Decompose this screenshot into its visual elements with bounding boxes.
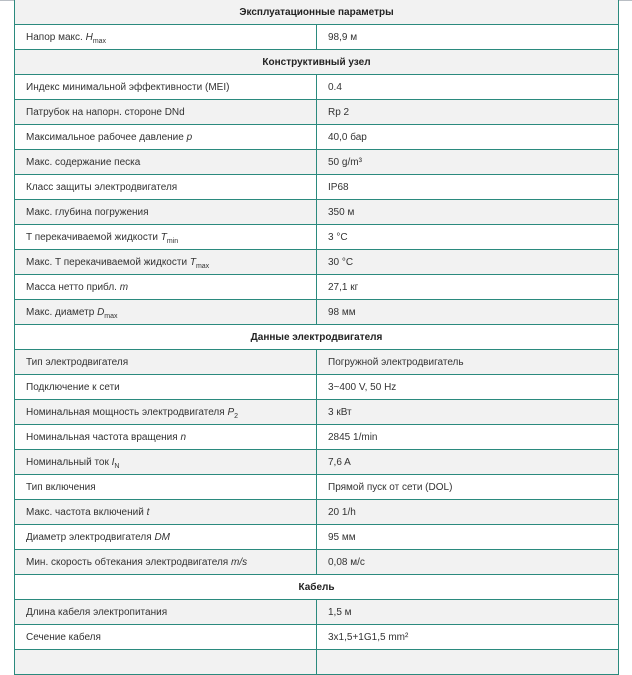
spec-symbol-subscript: max <box>104 312 118 320</box>
spec-symbol: m/s <box>231 556 248 568</box>
spec-row <box>15 600 619 625</box>
spec-label <box>15 600 317 625</box>
spec-symbol: I <box>111 456 115 468</box>
spec-value: 350 м <box>317 200 619 225</box>
spec-label-text: T перекачиваемой жидкости <box>26 231 161 243</box>
spec-label <box>15 100 317 125</box>
spec-symbol-subscript: min <box>166 237 179 245</box>
spec-row <box>15 375 619 400</box>
section-title: Конструктивный узел <box>15 50 619 75</box>
spec-label <box>15 300 317 325</box>
spec-row <box>15 500 619 525</box>
spec-symbol: m <box>119 281 129 293</box>
section-title: Данные электродвигателя <box>15 325 619 350</box>
spec-label <box>15 25 317 50</box>
spec-label <box>15 225 317 250</box>
spec-label <box>15 175 317 200</box>
spec-label-text: Диаметр электродвигателя <box>26 531 155 543</box>
spec-label <box>15 450 317 475</box>
spec-label-text: Масса нетто прибл. <box>26 281 120 293</box>
spec-row <box>15 425 619 450</box>
spec-label <box>15 475 317 500</box>
spec-label-text: Напор макс. <box>26 31 86 43</box>
spec-symbol: T <box>160 231 167 243</box>
spec-symbol-subscript: N <box>114 462 120 470</box>
spec-value: 1,5 м <box>317 600 619 625</box>
spec-value: 98,9 м <box>317 25 619 50</box>
spec-label <box>15 550 317 575</box>
section-header-row <box>15 325 619 350</box>
spec-label-text: Макс. содержание песка <box>26 156 141 168</box>
spec-row <box>15 25 619 50</box>
spec-label <box>15 500 317 525</box>
spec-label-text: Тип включения <box>26 481 96 493</box>
spec-row <box>15 475 619 500</box>
spec-label <box>15 250 317 275</box>
spec-value: Rp 2 <box>317 100 619 125</box>
spec-label <box>15 125 317 150</box>
spec-row <box>15 625 619 650</box>
spec-row <box>15 350 619 375</box>
section-header-row <box>15 0 619 25</box>
spec-label-text: Макс. диаметр <box>26 306 98 318</box>
section-title: Кабель <box>15 575 619 600</box>
section-title: Эксплуатационные параметры <box>15 0 619 25</box>
spec-symbol: P <box>227 406 235 418</box>
spec-value: 3 °C <box>317 225 619 250</box>
specs-table-container <box>14 0 619 675</box>
spec-label <box>15 425 317 450</box>
spec-label <box>15 200 317 225</box>
spec-row <box>15 100 619 125</box>
spec-label-text: Индекс минимальной эффективности (MEI) <box>26 81 230 93</box>
spec-value: 0.4 <box>317 75 619 100</box>
spec-symbol: p <box>186 131 193 143</box>
spec-label <box>15 275 317 300</box>
spec-row <box>15 175 619 200</box>
spec-symbol-subscript: 2 <box>234 412 239 420</box>
spec-row <box>15 550 619 575</box>
spec-label-text: Макс. T перекачиваемой жидкости <box>26 256 190 268</box>
spec-symbol: DM <box>154 531 170 543</box>
spec-row <box>15 300 619 325</box>
spec-value: 0,08 м/с <box>317 550 619 575</box>
spec-value: IP68 <box>317 175 619 200</box>
spec-value: 98 мм <box>317 300 619 325</box>
spec-symbol: T <box>189 256 196 268</box>
spec-label-text: Сечение кабеля <box>26 631 101 643</box>
spec-value: 20 1/h <box>317 500 619 525</box>
spec-row <box>15 200 619 225</box>
spec-row <box>15 400 619 425</box>
spec-row <box>15 275 619 300</box>
spec-row <box>15 450 619 475</box>
spec-label <box>15 625 317 650</box>
spec-label <box>15 525 317 550</box>
spec-label <box>15 75 317 100</box>
specs-table <box>14 0 619 675</box>
spec-label <box>15 650 317 675</box>
spec-label <box>15 375 317 400</box>
spec-row <box>15 75 619 100</box>
spec-value <box>317 650 619 675</box>
spec-label-text: Макс. частота включений <box>26 506 147 518</box>
spec-value: Погружной электродвигатель <box>317 350 619 375</box>
spec-row <box>15 250 619 275</box>
spec-label <box>15 150 317 175</box>
spec-label-text: Класс защиты электродвигателя <box>26 181 178 193</box>
spec-label-text: Номинальный ток <box>26 456 112 468</box>
section-header-row <box>15 50 619 75</box>
spec-label-text: Тип электродвигателя <box>26 356 129 368</box>
spec-value: 3x1,5+1G1,5 mm² <box>317 625 619 650</box>
spec-symbol-subscript: max <box>92 37 107 45</box>
spec-row <box>15 125 619 150</box>
section-header-row <box>15 575 619 600</box>
spec-label-text: Максимальное рабочее давление <box>26 131 187 143</box>
spec-symbol: t <box>146 506 150 518</box>
spec-label-text: Номинальная частота вращения <box>26 431 181 443</box>
spec-label-text: Подключение к сети <box>26 381 120 393</box>
spec-value: 27,1 кг <box>317 275 619 300</box>
spec-label-text: Номинальная мощность электродвигателя <box>26 406 228 418</box>
spec-value: 3~400 V, 50 Hz <box>317 375 619 400</box>
spec-row <box>15 150 619 175</box>
spec-value: 2845 1/min <box>317 425 619 450</box>
spec-label-text: Длина кабеля электропитания <box>26 606 168 618</box>
spec-row <box>15 225 619 250</box>
spec-value: Прямой пуск от сети (DOL) <box>317 475 619 500</box>
spec-value: 40,0 бар <box>317 125 619 150</box>
spec-label-text: Мин. скорость обтекания электродвигателя <box>26 556 231 568</box>
spec-value: 95 мм <box>317 525 619 550</box>
spec-label-text: Патрубок на напорн. стороне DNd <box>26 106 185 118</box>
spec-value: 30 °C <box>317 250 619 275</box>
spec-symbol-subscript: max <box>195 262 210 270</box>
spec-value: 7,6 A <box>317 450 619 475</box>
spec-row-partial <box>15 650 619 675</box>
spec-label-text: Макс. глубина погружения <box>26 206 149 218</box>
spec-symbol: n <box>180 431 187 443</box>
spec-value: 3 кВт <box>317 400 619 425</box>
spec-label <box>15 400 317 425</box>
spec-row <box>15 525 619 550</box>
spec-symbol: D <box>97 306 105 318</box>
spec-symbol: H <box>85 31 93 43</box>
spec-value: 50 g/m³ <box>317 150 619 175</box>
spec-label <box>15 350 317 375</box>
